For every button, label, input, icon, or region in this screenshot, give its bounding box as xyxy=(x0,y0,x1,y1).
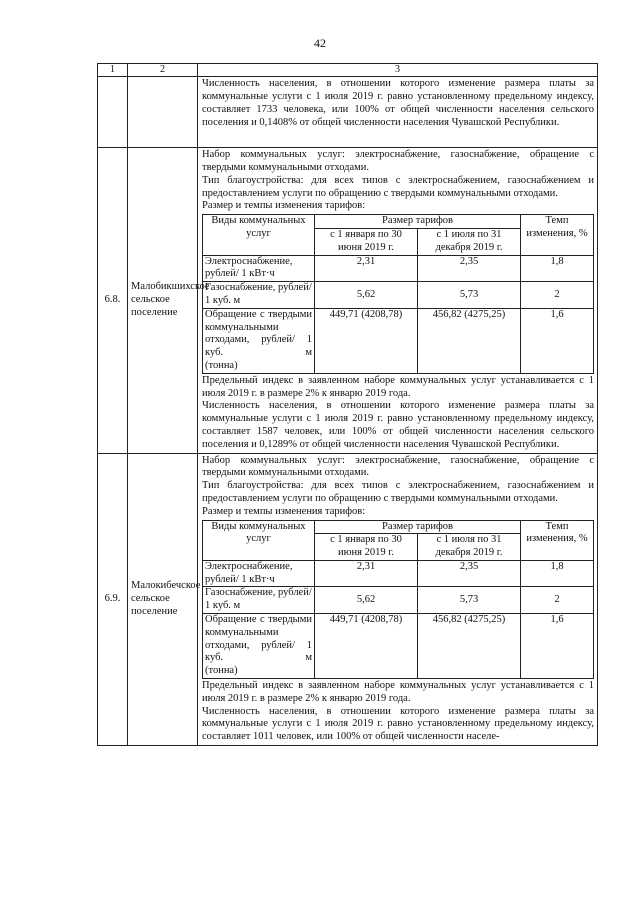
header-col-2: 2 xyxy=(128,64,198,77)
tariff-table xyxy=(202,520,594,680)
tariff-value-1: 5,62 xyxy=(315,587,418,614)
tariff-value-2: 2,35 xyxy=(418,560,521,587)
tariff-service-name-main: Обращение с твердыми коммунальными отходами, рублей/ 1 куб. м xyxy=(205,308,312,359)
tariff-head-period-2: с 1 июля по 31 декабря 2019 г. xyxy=(418,228,521,255)
tariff-service-name: Электроснабжение, рублей/ 1 кВт·ч xyxy=(203,255,315,282)
population-text: Численность населения, в отношении которого изменение размера платы за коммунальные услуги с 1 июля 2019 г. равно установленному предельному индексу, составляет 1587 человек, или 100% от общей численности населения сельского поселения и 0,1289% от общей численности населения Чувашской Республики. xyxy=(202,400,594,450)
cont-num-cell xyxy=(98,77,128,148)
row-number: 6.8. xyxy=(98,148,128,453)
limit-index-text: Предельный индекс в заявленном наборе коммунальных услуг устанавливается с 1 июля 2019 г. в размере 2% к январю 2019 года. xyxy=(202,680,594,704)
tariff-title: Размер и темпы изменения тарифов: xyxy=(202,505,366,517)
improvement-type-text: Тип благоустройства: для всех типов с электроснабжением, газоснабжением и предоставлением услуги по обращению с твердыми коммунальными отходами. xyxy=(202,174,594,199)
tariff-rate: 1,8 xyxy=(521,560,594,587)
tariff-row-electricity xyxy=(203,255,594,282)
tariff-row-electricity xyxy=(203,560,594,587)
tariff-head-size: Размер тарифов xyxy=(315,520,521,534)
improvement-type-text: Тип благоустройства: для всех типов с электроснабжением, газоснабжением и предоставлением услуги по обращению с твердыми коммунальными отходами. xyxy=(202,480,594,504)
services-set-text: Набор коммунальных услуг: электроснабжение, газоснабжение, обращение с твердыми коммунальными отходами. xyxy=(202,454,594,479)
tariff-title: Размер и темпы изменения тарифов: xyxy=(202,200,366,212)
tariff-service-name-main: Обращение с твердыми коммунальными отходами, рублей/ 1 куб. м xyxy=(205,614,312,664)
tariff-head-period-2: с 1 июля по 31 декабря 2019 г. xyxy=(418,534,521,561)
table-row xyxy=(98,148,598,453)
tariff-rate: 2 xyxy=(521,282,594,309)
tariff-service-name xyxy=(203,308,315,373)
tariff-head-rate: Темп изменения, % xyxy=(521,520,594,560)
table-row xyxy=(98,453,598,746)
tariff-value-2: 2,35 xyxy=(418,255,521,282)
tariff-rate: 1,6 xyxy=(521,614,594,679)
tariff-row-waste xyxy=(203,614,594,679)
tariff-rate: 2 xyxy=(521,587,594,614)
tariff-service-name: Электроснабжение, рублей/ 1 кВт·ч xyxy=(203,560,315,587)
services-set-text: Набор коммунальных услуг: электроснабжение, газоснабжение, обращение с твердыми коммунальными отходами. xyxy=(202,149,594,173)
tariff-service-name-unit: (тонна) xyxy=(205,359,238,371)
tariff-head-rate: Темп изменения, % xyxy=(521,215,594,255)
row-number: 6.9. xyxy=(98,453,128,746)
tariff-head-period-1: с 1 января по 30 июня 2019 г. xyxy=(315,534,418,561)
tariff-value-2: 5,73 xyxy=(418,587,521,614)
tariff-value-1: 2,31 xyxy=(315,255,418,282)
tariff-value-1: 2,31 xyxy=(315,560,418,587)
header-col-3: 3 xyxy=(198,64,598,77)
tariff-row-gas xyxy=(203,282,594,309)
header-col-1: 1 xyxy=(98,64,128,77)
tariff-value-2: 456,82 (4275,25) xyxy=(418,308,521,373)
tariff-rate: 1,6 xyxy=(521,308,594,373)
cont-name-cell xyxy=(128,77,198,148)
tariff-value-2: 456,82 (4275,25) xyxy=(418,614,521,679)
tariff-service-name xyxy=(203,614,315,679)
tariff-rate: 1,8 xyxy=(521,255,594,282)
tariff-table xyxy=(202,214,594,374)
page-number: 42 xyxy=(314,36,326,50)
tariff-row-gas xyxy=(203,587,594,614)
tariff-value-1: 449,71 (4208,78) xyxy=(315,308,418,373)
settlement-name: Малобикшихское сельское поселение xyxy=(128,148,198,453)
cont-content-cell xyxy=(198,77,598,148)
population-text: Численность населения, в отношении которого изменение размера платы за коммунальные услуги с 1 июля 2019 г. равно установленному предельному индексу, составляет 1011 человек, или 100% от общей численности населе- xyxy=(202,705,594,743)
tariff-head-kind: Виды коммунальных услуг xyxy=(203,215,315,255)
limit-index-text: Предельный индекс в заявленном наборе коммунальных услуг устанавливается с 1 июля 2019 г. в размере 2% к январю 2019 года. xyxy=(202,374,594,399)
settlement-name: Малокибечское сельское поселение xyxy=(128,453,198,746)
document-table xyxy=(97,63,598,746)
population-text: Численность населения, в отношении которого изменение размера платы за коммунальные услуги с 1 июля 2019 г. равно установленному предельному индексу, составляет 1733 человека, или 100% от общей численности населения сельского поселения и 0,1408% от общей численности населения Чувашской Республики. xyxy=(202,78,594,128)
tariff-value-1: 449,71 (4208,78) xyxy=(315,614,418,679)
row-content xyxy=(198,453,598,746)
header-row xyxy=(98,64,598,77)
row-content xyxy=(198,148,598,453)
tariff-row-waste xyxy=(203,308,594,373)
tariff-head-period-1: с 1 января по 30 июня 2019 г. xyxy=(315,228,418,255)
continuation-row xyxy=(98,77,598,148)
tariff-head-size: Размер тарифов xyxy=(315,215,521,229)
tariff-service-name-unit: (тонна) xyxy=(205,665,238,677)
tariff-service-name: Газоснабжение, рублей/ 1 куб. м xyxy=(203,282,315,309)
tariff-value-2: 5,73 xyxy=(418,282,521,309)
tariff-value-1: 5,62 xyxy=(315,282,418,309)
tariff-head-kind: Виды коммунальных услуг xyxy=(203,520,315,560)
tariff-service-name: Газоснабжение, рублей/ 1 куб. м xyxy=(203,587,315,614)
